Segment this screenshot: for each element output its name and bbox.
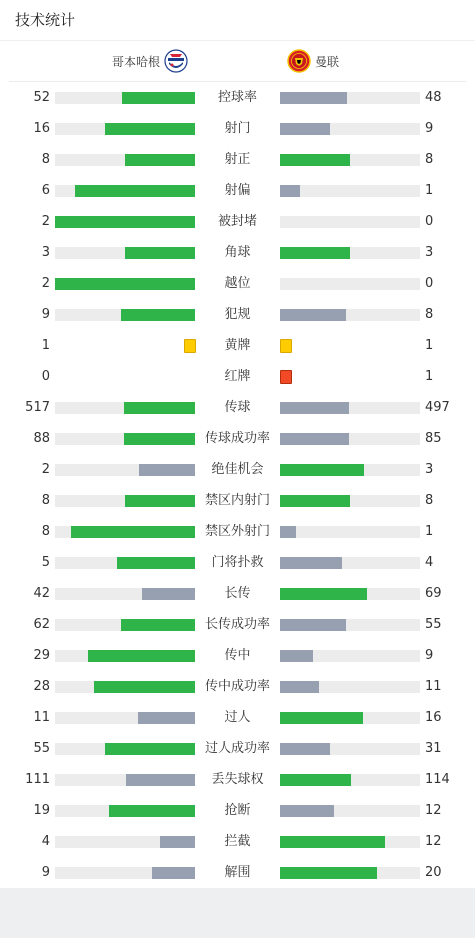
home-bar-fill xyxy=(94,681,195,693)
home-bar-track xyxy=(55,805,195,817)
stat-row xyxy=(0,144,475,175)
away-bar-track xyxy=(280,123,420,135)
home-bar-track xyxy=(55,123,195,135)
team-header xyxy=(9,41,466,82)
away-stat-value: 16 xyxy=(425,710,442,725)
stat-row xyxy=(0,175,475,206)
away-stat-value: 69 xyxy=(425,586,442,601)
away-bar-track xyxy=(280,216,420,228)
stat-row xyxy=(0,82,475,113)
manchester-united-crest-icon xyxy=(287,49,311,73)
home-bar-track xyxy=(55,309,195,321)
away-stat-value: 31 xyxy=(425,741,442,756)
stat-row xyxy=(0,392,475,423)
home-bar-fill xyxy=(124,433,195,445)
home-bar-track xyxy=(55,557,195,569)
home-stat-value: 4 xyxy=(41,834,50,849)
home-bar-track xyxy=(55,650,195,662)
home-bar-fill xyxy=(122,92,195,104)
stat-row xyxy=(0,671,475,702)
away-bar-fill xyxy=(280,681,319,693)
stat-row xyxy=(0,857,475,888)
home-bar-fill xyxy=(142,588,195,600)
stat-label: 控球率 xyxy=(217,90,257,105)
away-stat-value: 20 xyxy=(425,865,442,880)
away-stat-value: 8 xyxy=(425,152,434,167)
stat-label: 射偏 xyxy=(224,183,251,198)
away-bar-fill xyxy=(280,433,349,445)
home-bar-fill xyxy=(71,526,195,538)
away-bar-fill xyxy=(280,464,364,476)
home-bar-track xyxy=(55,433,195,445)
away-bar-fill xyxy=(280,743,330,755)
stat-label: 过人 xyxy=(224,710,251,725)
away-stat-value: 3 xyxy=(425,462,434,477)
away-stat-value: 48 xyxy=(425,90,442,105)
home-bar-track xyxy=(55,867,195,879)
stat-label: 越位 xyxy=(224,276,251,291)
stat-label: 禁区内射门 xyxy=(204,493,270,508)
away-stat-value: 12 xyxy=(425,803,442,818)
home-yellow-card-icon xyxy=(184,339,196,353)
away-stat-value: 3 xyxy=(425,245,434,260)
home-stat-value: 2 xyxy=(41,276,50,291)
home-team-name: 哥本哈根 xyxy=(111,54,160,69)
away-bar-fill xyxy=(280,836,385,848)
away-bar-track xyxy=(280,92,420,104)
home-stat-value: 11 xyxy=(33,710,50,725)
home-bar-track xyxy=(55,712,195,724)
away-stat-value: 0 xyxy=(425,214,434,229)
home-bar-track xyxy=(55,402,195,414)
home-stat-value: 62 xyxy=(33,617,50,632)
stat-label: 传中成功率 xyxy=(204,679,270,694)
away-bar-track xyxy=(280,185,420,197)
stat-label: 射正 xyxy=(224,152,251,167)
home-stat-value: 9 xyxy=(41,865,50,880)
home-bar-fill xyxy=(55,278,195,290)
away-stat-value: 0 xyxy=(425,276,434,291)
home-bar-track xyxy=(55,774,195,786)
home-stat-value: 16 xyxy=(33,121,50,136)
stat-row xyxy=(0,206,475,237)
home-stat-value: 0 xyxy=(41,369,50,384)
away-stat-value: 12 xyxy=(425,834,442,849)
away-stat-value: 9 xyxy=(425,648,434,663)
away-bar-fill xyxy=(280,123,330,135)
home-stat-value: 28 xyxy=(33,679,50,694)
stat-row xyxy=(0,609,475,640)
stat-label: 射门 xyxy=(224,121,251,136)
away-team-name: 曼联 xyxy=(315,54,340,69)
away-bar-track xyxy=(280,309,420,321)
stats-list xyxy=(0,82,475,888)
away-bar-fill xyxy=(280,867,377,879)
home-stat-value: 88 xyxy=(33,431,50,446)
away-bar-fill xyxy=(280,774,351,786)
away-bar-track xyxy=(280,619,420,631)
stat-row xyxy=(0,547,475,578)
stat-label: 传中 xyxy=(224,648,251,663)
away-bar-fill xyxy=(280,588,367,600)
home-stat-value: 111 xyxy=(25,772,50,787)
away-stat-value: 11 xyxy=(425,679,442,694)
section-title: 技术统计 xyxy=(0,0,475,41)
home-stat-value: 29 xyxy=(33,648,50,663)
away-stat-value: 85 xyxy=(425,431,442,446)
away-stat-value: 114 xyxy=(425,772,450,787)
home-bar-track xyxy=(55,743,195,755)
home-stat-value: 8 xyxy=(41,524,50,539)
stat-label: 禁区外射门 xyxy=(204,524,270,539)
away-bar-fill xyxy=(280,526,296,538)
home-bar-fill xyxy=(105,123,195,135)
stat-label: 丢失球权 xyxy=(211,772,264,787)
home-bar-fill xyxy=(125,154,195,166)
away-bar-fill xyxy=(280,185,300,197)
home-bar-fill xyxy=(126,774,195,786)
stat-row xyxy=(0,361,475,392)
stat-row xyxy=(0,485,475,516)
away-yellow-card-icon xyxy=(280,339,292,353)
home-stat-value: 3 xyxy=(41,245,50,260)
stat-row xyxy=(0,268,475,299)
away-bar-track xyxy=(280,774,420,786)
stat-row xyxy=(0,826,475,857)
away-bar-track xyxy=(280,464,420,476)
home-bar-fill xyxy=(88,650,195,662)
home-bar-fill xyxy=(55,216,195,228)
away-bar-fill xyxy=(280,92,347,104)
away-stat-value: 1 xyxy=(425,338,434,353)
stat-row xyxy=(0,299,475,330)
home-stat-value: 52 xyxy=(33,90,50,105)
home-stat-value: 8 xyxy=(41,152,50,167)
stat-label: 拦截 xyxy=(224,834,251,849)
stat-label: 被封堵 xyxy=(217,214,257,229)
home-bar-track xyxy=(55,154,195,166)
away-bar-track xyxy=(280,867,420,879)
stat-label: 黄牌 xyxy=(224,338,251,353)
home-stat-value: 517 xyxy=(25,400,50,415)
home-stat-value: 19 xyxy=(33,803,50,818)
away-bar-track xyxy=(280,247,420,259)
stat-label: 解围 xyxy=(224,865,251,880)
fc-copenhagen-crest-icon xyxy=(164,49,188,73)
away-bar-track xyxy=(280,557,420,569)
stat-label: 犯规 xyxy=(224,307,251,322)
home-bar-fill xyxy=(121,309,195,321)
away-stat-value: 9 xyxy=(425,121,434,136)
home-bar-fill xyxy=(117,557,195,569)
stat-label: 传球 xyxy=(224,400,251,415)
home-stat-value: 2 xyxy=(41,214,50,229)
home-bar-track xyxy=(55,464,195,476)
stat-label: 门将扑救 xyxy=(211,555,264,570)
away-stat-value: 4 xyxy=(425,555,434,570)
stat-label: 绝佳机会 xyxy=(211,462,264,477)
home-bar-fill xyxy=(121,619,195,631)
away-bar-track xyxy=(280,712,420,724)
home-bar-track xyxy=(55,216,195,228)
home-team xyxy=(112,41,188,81)
stat-label: 红牌 xyxy=(224,369,251,384)
away-bar-fill xyxy=(280,247,350,259)
home-stat-value: 55 xyxy=(33,741,50,756)
away-bar-track xyxy=(280,588,420,600)
home-bar-fill xyxy=(109,805,195,817)
away-bar-fill xyxy=(280,650,313,662)
away-stat-value: 55 xyxy=(425,617,442,632)
away-bar-fill xyxy=(280,495,350,507)
home-stat-value: 9 xyxy=(41,307,50,322)
home-bar-track xyxy=(55,836,195,848)
stat-row xyxy=(0,113,475,144)
away-stat-value: 1 xyxy=(425,183,434,198)
stat-label: 传球成功率 xyxy=(204,431,270,446)
away-bar-fill xyxy=(280,402,349,414)
stat-row xyxy=(0,795,475,826)
stat-row xyxy=(0,330,475,361)
home-bar-fill xyxy=(105,743,195,755)
stat-row xyxy=(0,733,475,764)
away-stat-value: 8 xyxy=(425,307,434,322)
home-bar-fill xyxy=(125,495,195,507)
home-bar-track xyxy=(55,278,195,290)
home-bar-fill xyxy=(124,402,195,414)
away-bar-fill xyxy=(280,712,363,724)
stat-row xyxy=(0,516,475,547)
home-bar-track xyxy=(55,247,195,259)
home-stat-value: 6 xyxy=(41,183,50,198)
away-bar-track xyxy=(280,836,420,848)
home-bar-fill xyxy=(138,712,195,724)
home-bar-track xyxy=(55,92,195,104)
away-stat-value: 1 xyxy=(425,524,434,539)
home-bar-track xyxy=(55,185,195,197)
stat-row xyxy=(0,640,475,671)
away-bar-track xyxy=(280,433,420,445)
stat-label: 角球 xyxy=(224,245,251,260)
stat-row xyxy=(0,764,475,795)
home-bar-track xyxy=(55,681,195,693)
away-stat-value: 1 xyxy=(425,369,434,384)
home-bar-fill xyxy=(152,867,195,879)
away-bar-track xyxy=(280,650,420,662)
away-stat-value: 497 xyxy=(425,400,450,415)
home-bar-fill xyxy=(75,185,195,197)
away-bar-track xyxy=(280,681,420,693)
home-bar-track xyxy=(55,619,195,631)
away-bar-fill xyxy=(280,805,334,817)
away-bar-track xyxy=(280,805,420,817)
away-bar-track xyxy=(280,154,420,166)
away-bar-fill xyxy=(280,309,346,321)
away-bar-fill xyxy=(280,619,346,631)
away-bar-track xyxy=(280,526,420,538)
home-bar-fill xyxy=(125,247,195,259)
stat-label: 长传 xyxy=(224,586,251,601)
away-red-card-icon xyxy=(280,370,292,384)
home-stat-value: 1 xyxy=(41,338,50,353)
home-bar-track xyxy=(55,526,195,538)
away-bar-track xyxy=(280,495,420,507)
away-bar-fill xyxy=(280,154,350,166)
stat-row xyxy=(0,578,475,609)
away-bar-track xyxy=(280,743,420,755)
stat-row xyxy=(0,423,475,454)
home-bar-track xyxy=(55,495,195,507)
home-stat-value: 5 xyxy=(41,555,50,570)
stat-row xyxy=(0,702,475,733)
away-bar-track xyxy=(280,402,420,414)
stat-label: 长传成功率 xyxy=(204,617,270,632)
away-team xyxy=(287,41,339,81)
home-stat-value: 42 xyxy=(33,586,50,601)
home-stat-value: 2 xyxy=(41,462,50,477)
home-bar-fill xyxy=(160,836,195,848)
away-bar-track xyxy=(280,278,420,290)
home-stat-value: 8 xyxy=(41,493,50,508)
away-stat-value: 8 xyxy=(425,493,434,508)
home-bar-fill xyxy=(139,464,195,476)
away-bar-fill xyxy=(280,557,342,569)
stat-row xyxy=(0,237,475,268)
stat-row xyxy=(0,454,475,485)
stat-label: 抢断 xyxy=(224,803,251,818)
home-bar-track xyxy=(55,588,195,600)
stat-label: 过人成功率 xyxy=(204,741,270,756)
